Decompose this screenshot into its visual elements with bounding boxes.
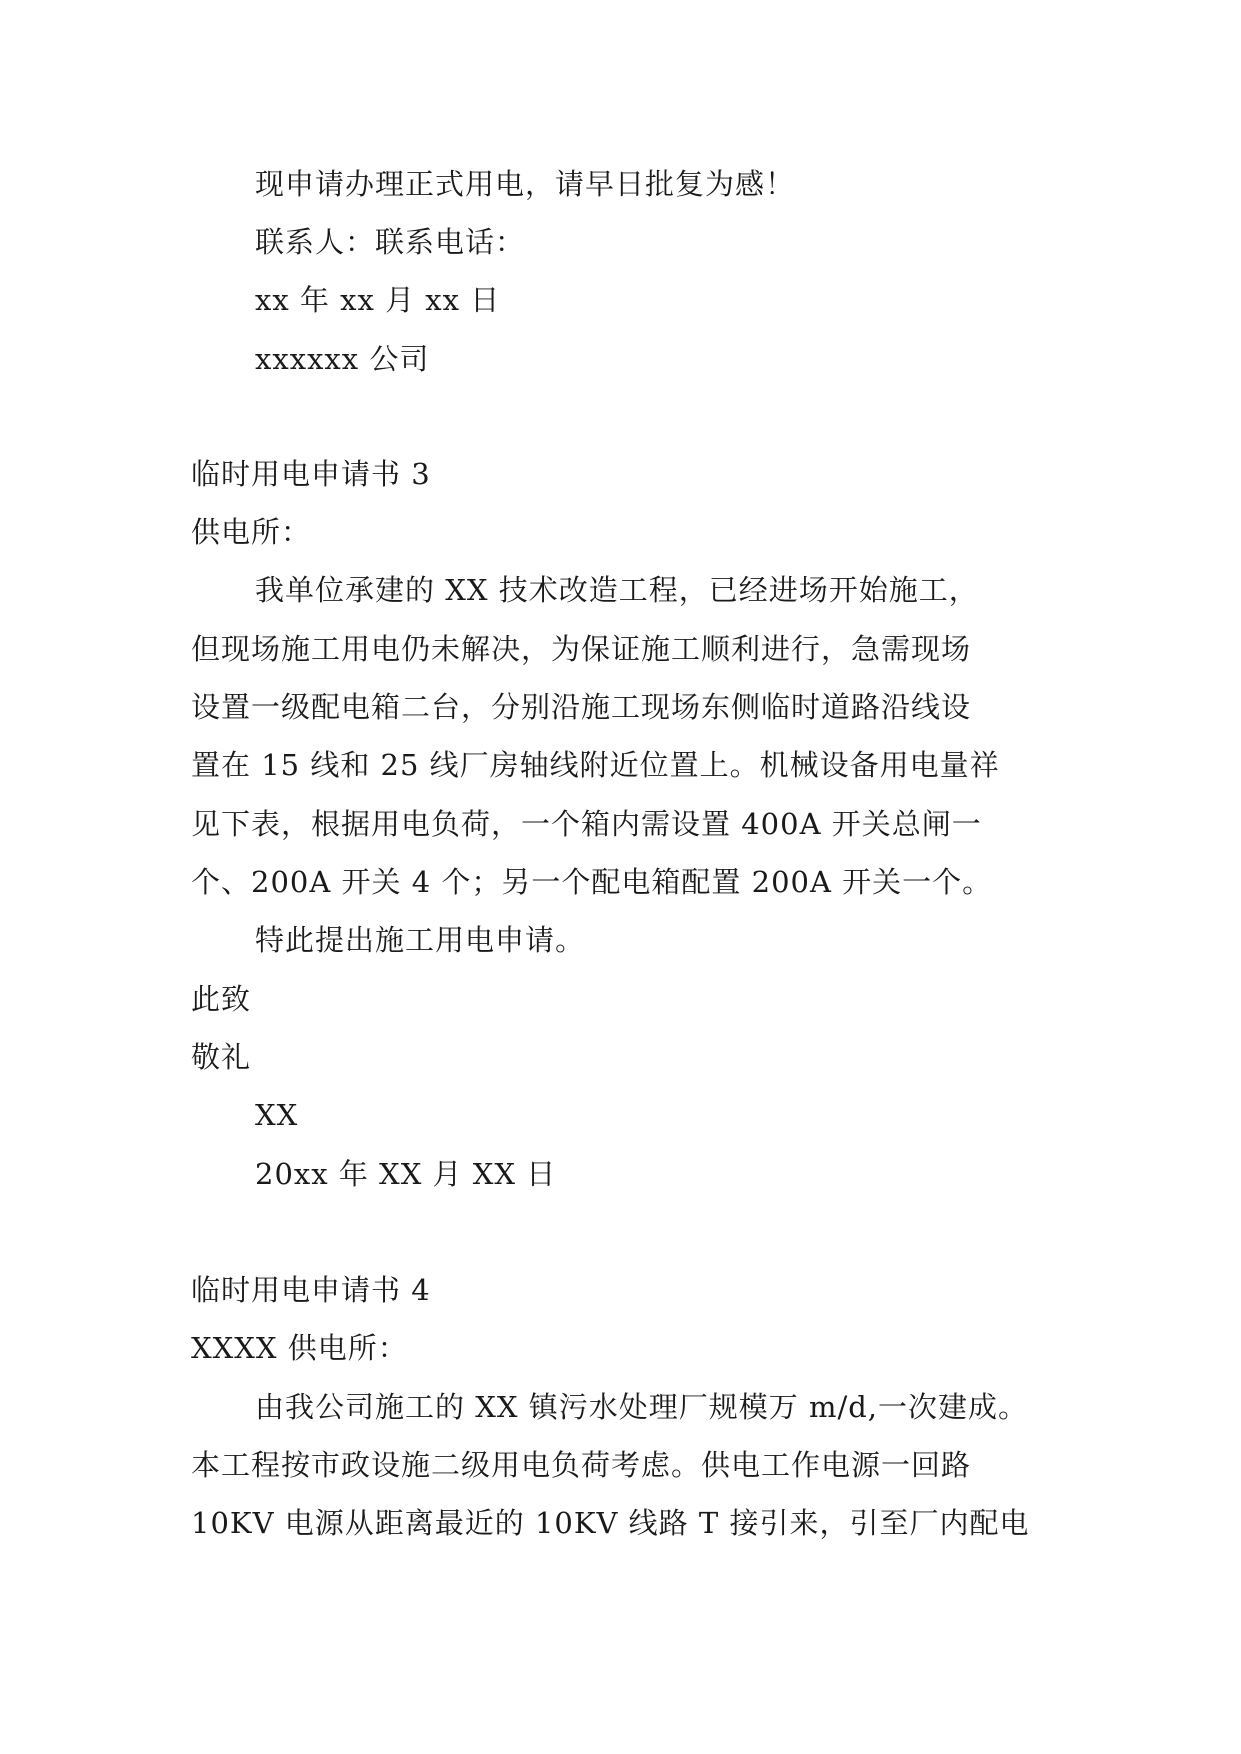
body-paragraph-line: 见下表，根据用电负荷，一个箱内需设置 400A 开关总闸一: [191, 807, 982, 841]
body-paragraph-line: 10KV 电源从距离最近的 10KV 线路 T 接引来，引至厂内配电: [191, 1506, 1030, 1540]
body-paragraph-line: 个、200A 开关 4 个；另一个配电箱配置 200A 开关一个。: [191, 865, 993, 899]
body-paragraph-line: 置在 15 线和 25 线厂房轴线附近位置上。机械设备用电量祥: [191, 748, 1000, 782]
section-title: 临时用电申请书 4: [191, 1273, 431, 1307]
body-paragraph-line: 但现场施工用电仍未解决，为保证施工顺利进行，急需现场: [191, 632, 972, 666]
closing-line: 此致: [191, 982, 252, 1016]
date-line: xx 年 xx 月 xx 日: [255, 283, 501, 317]
contact-line: 联系人：联系电话：: [255, 225, 526, 259]
body-paragraph-line: 设置一级配电箱二台，分别沿施工现场东侧临时道路沿线设: [191, 690, 972, 724]
request-sentence: 现申请办理正式用电，请早日批复为感！: [255, 167, 796, 201]
body-paragraph-line: 本工程按市政设施二级用电负荷考虑。供电工作电源一回路: [191, 1448, 972, 1482]
date-line: 20xx 年 XX 月 XX 日: [255, 1157, 557, 1191]
body-paragraph-line: 我单位承建的 XX 技术改造工程，已经进场开始施工，: [255, 573, 979, 607]
recipient-line: XXXX 供电所：: [191, 1331, 408, 1365]
body-paragraph-line: 由我公司施工的 XX 镇污水处理厂规模万 m/d,一次建成。: [255, 1390, 1028, 1424]
statement-line: 特此提出施工用电申请。: [255, 923, 586, 957]
section-title: 临时用电申请书 3: [191, 457, 431, 491]
closing-line: 敬礼: [191, 1040, 252, 1074]
company-line: xxxxxx 公司: [255, 342, 430, 376]
signer-line: XX: [255, 1098, 299, 1132]
recipient-line: 供电所：: [191, 515, 312, 549]
